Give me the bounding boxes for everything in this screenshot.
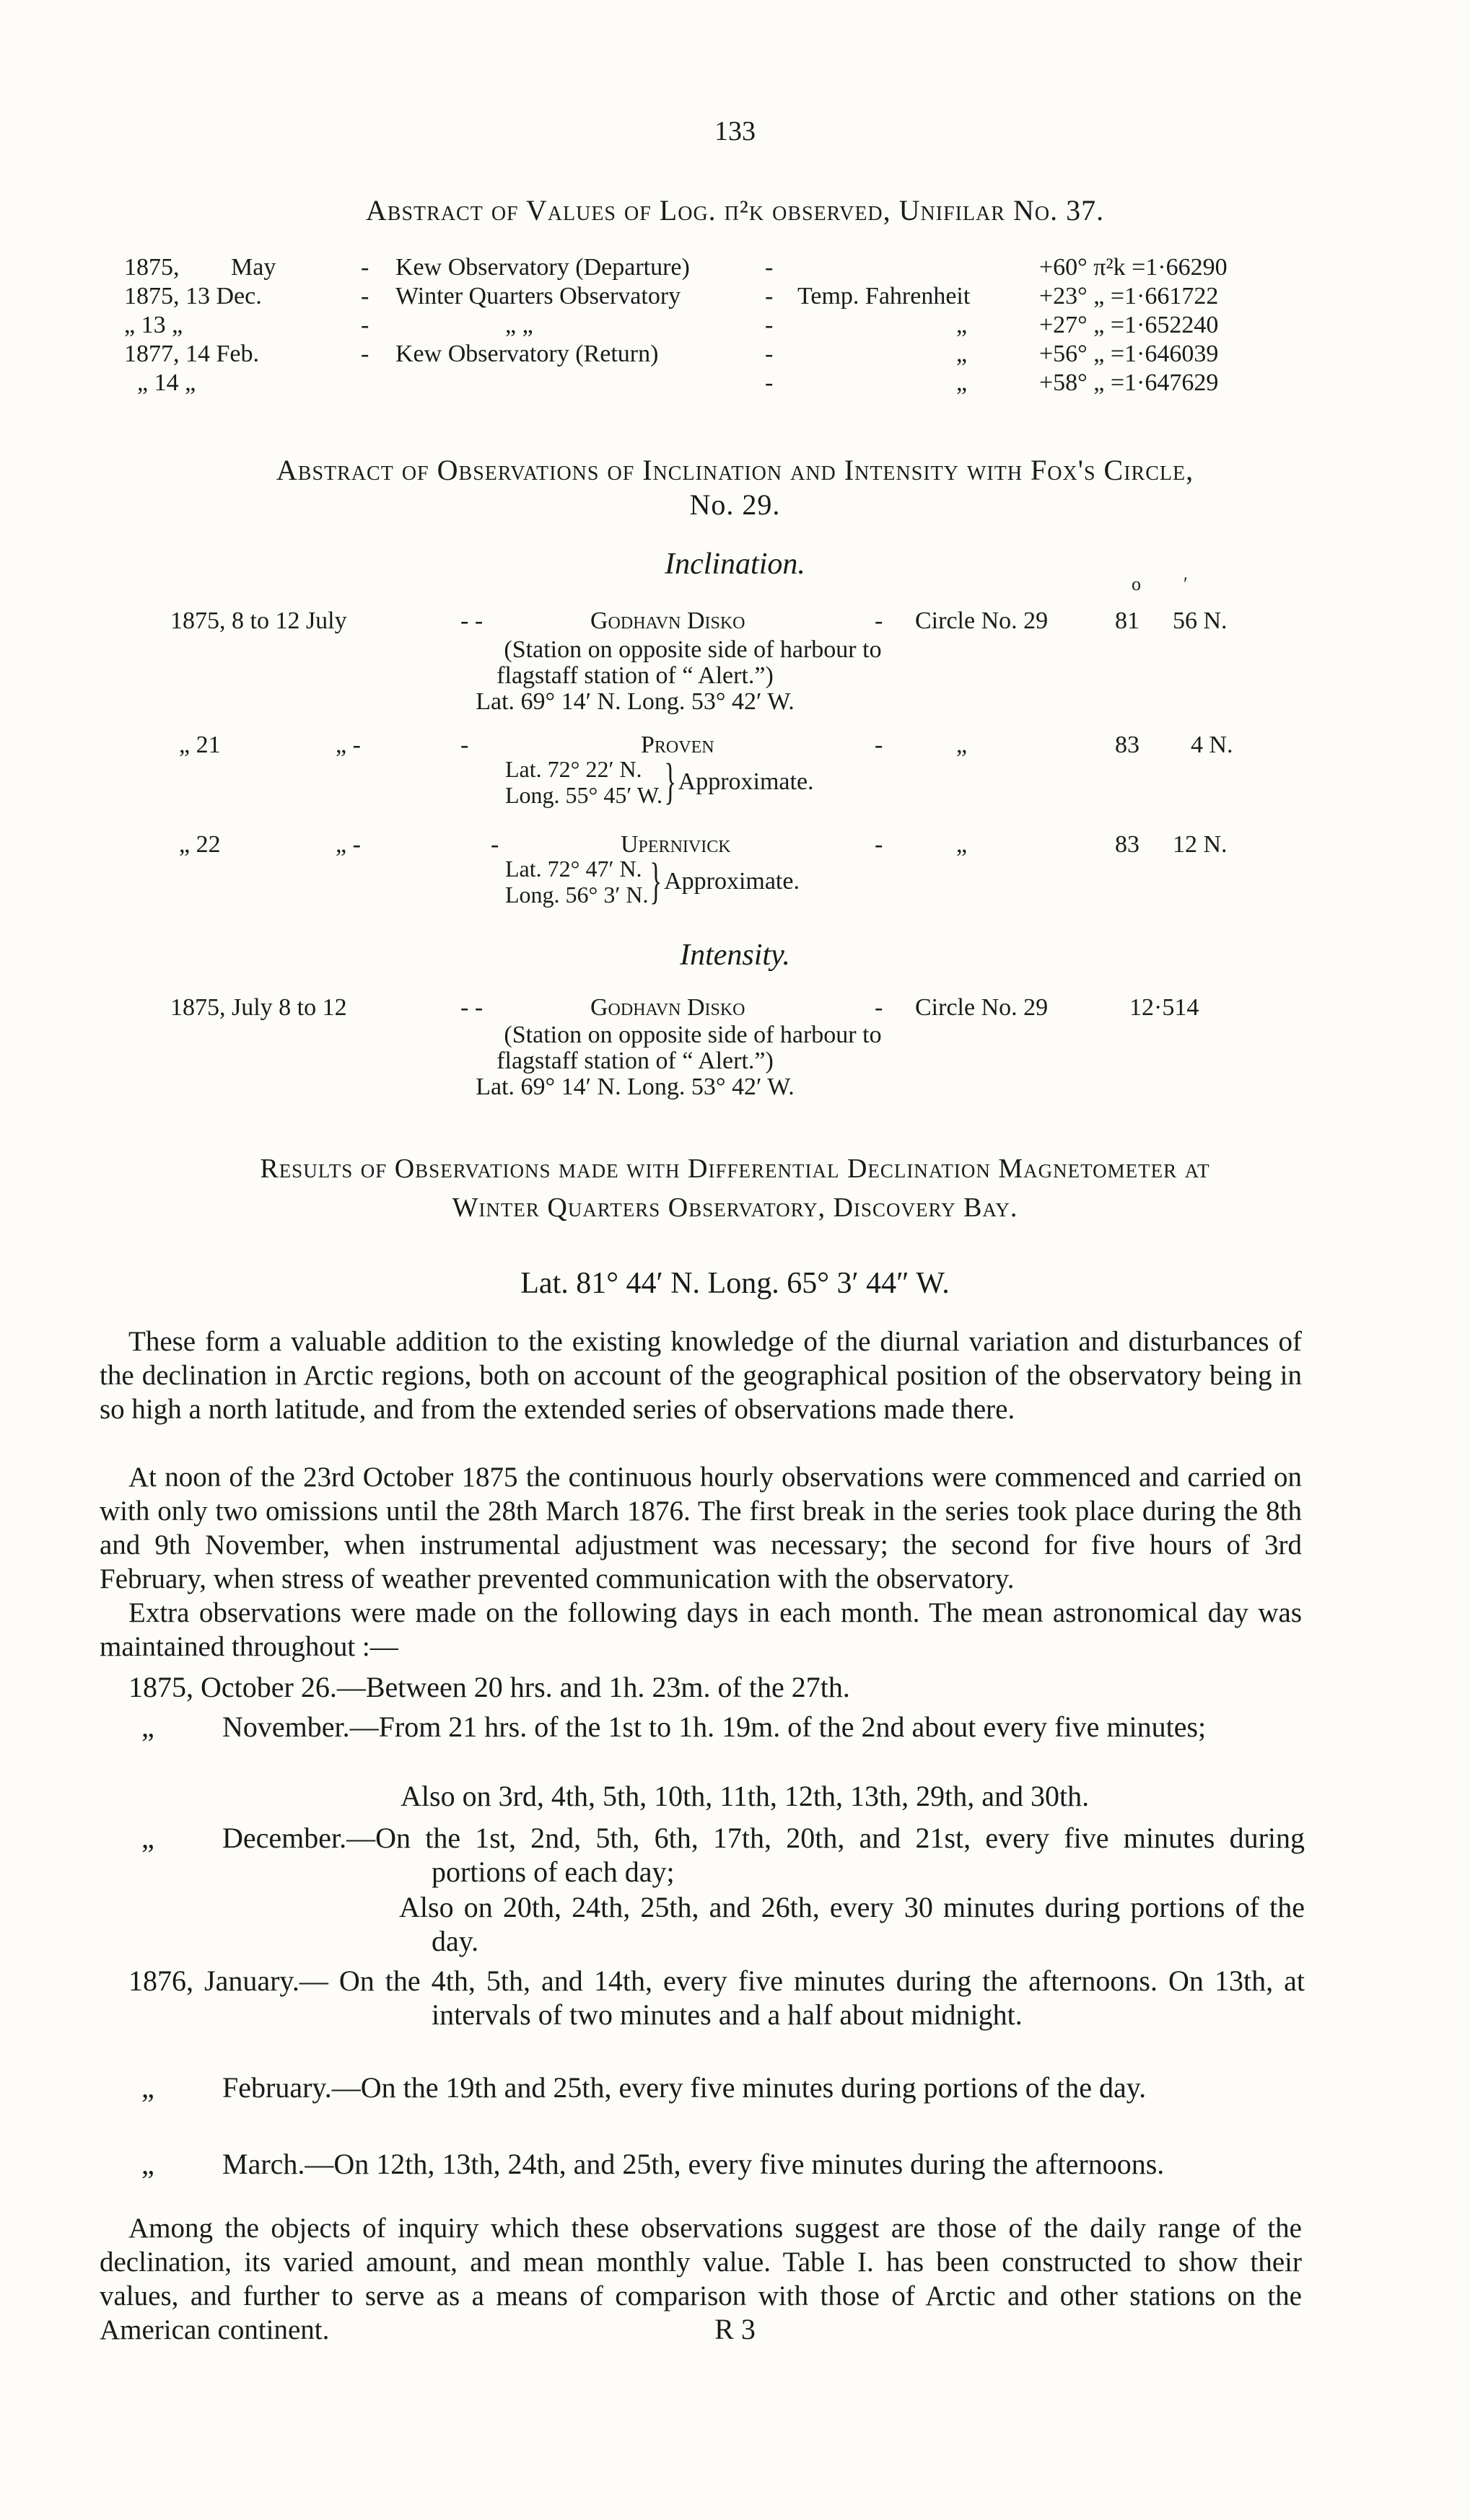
coordinate-lines xyxy=(505,756,662,808)
row-temp: „ xyxy=(956,341,968,367)
longitude-text: Long. 55° 45′ W. xyxy=(505,782,663,808)
ditto-mark: „ xyxy=(141,2071,154,2104)
ditto-mark: „ - xyxy=(336,831,361,858)
degree-symbol: o xyxy=(1132,574,1141,594)
signature-mark: R 3 xyxy=(714,2313,756,2345)
latitude-text: Lat. 72° 22′ N. xyxy=(505,756,642,782)
inclination-degrees: 83 xyxy=(1115,831,1139,858)
longitude-text: Long. 56° 3′ N. xyxy=(505,882,649,908)
inclination-dash: - xyxy=(875,607,883,634)
station-name: Godhavn Disko xyxy=(590,994,745,1021)
page-number: 133 xyxy=(714,116,756,146)
inclination-minutes: 4 N. xyxy=(1191,732,1233,758)
row-dash: - xyxy=(765,254,774,281)
abstract-log-row xyxy=(0,341,1470,369)
inclination-dashes: - xyxy=(460,732,469,758)
brace-icon: } xyxy=(649,853,662,909)
row-dash: - xyxy=(361,312,369,338)
ditto-mark: „ xyxy=(141,1711,154,1743)
row-temp: „ xyxy=(956,312,968,338)
row-dash: - xyxy=(765,341,774,367)
row-place: „ „ xyxy=(505,312,533,338)
results-title: Results of Observations made with Differential Declination Magnetometer at xyxy=(260,1154,1210,1184)
station-name: Godhavn Disko xyxy=(590,607,745,634)
row-date: „ 13 „ xyxy=(124,312,183,338)
row-value: +60° π²k =1·66290 xyxy=(1039,254,1228,281)
intensity-dashes: - - xyxy=(460,994,484,1021)
row-date: 1877, 14 Feb. xyxy=(124,341,259,367)
inclination-degrees: 83 xyxy=(1115,732,1139,758)
approximate-label: Approximate. xyxy=(664,868,800,895)
intensity-heading: Intensity. xyxy=(680,939,790,972)
station-note: (Station on opposite side of harbour to xyxy=(504,1022,882,1048)
row-place: Kew Observatory (Return) xyxy=(395,341,659,367)
circle-number: Circle No. 29 xyxy=(915,994,1049,1021)
inclination-heading: Inclination. xyxy=(665,548,805,581)
row-place: Winter Quarters Observatory xyxy=(395,283,681,309)
observation-entry: February.—On the 19th and 25th, every five minutes during portions of the day. xyxy=(222,2071,1147,2104)
closing-paragraph: Among the objects of inquiry which these observations suggest are those of the daily range of the declination, its varied amount, and mean monthly value. Table I. has been constructed to show their values, and further to serve as a means of comparison with those of Arctic and other stations on the American continent. xyxy=(100,2213,1302,2345)
intensity-dash: - xyxy=(875,994,883,1021)
inclination-date: „ 22 xyxy=(179,831,221,858)
observation-entry-also: Also on 20th, 24th, 25th, and 26th, every 30 minutes during portions of the day. xyxy=(399,1891,1305,1957)
intensity-date: 1875, July 8 to 12 xyxy=(170,994,347,1021)
station-note: Lat. 69° 14′ N. Long. 53° 42′ W. xyxy=(476,688,795,715)
observatory-coordinates: Lat. 81° 44′ N. Long. 65° 3′ 44″ W. xyxy=(520,1267,950,1300)
inclination-date: „ 21 xyxy=(179,732,221,758)
row-temp: Temp. Fahrenheit xyxy=(797,283,971,309)
paragraph: At noon of the 23rd October 1875 the continuous hourly observations were commenced and carried on with only two omissions until the 28th March 1876. The first break in the series took place during the 8th and 9th November, when instrumental adjustment was necessary; the second for five hours of 3rd February, when stress of weather prevented communication with the observatory. xyxy=(100,1462,1302,1594)
row-date-month: May xyxy=(231,254,276,281)
abstract-log-row xyxy=(0,283,1470,312)
row-value: +27° „ =1·652240 xyxy=(1039,312,1219,338)
abstract-log-title: Abstract of Values of Log. π²k observed, Unifilar No. 37. xyxy=(365,194,1105,227)
results-subtitle: Winter Quarters Observatory, Discovery Bay. xyxy=(452,1193,1018,1223)
circle-number: Circle No. 29 xyxy=(915,607,1049,634)
row-temp: „ xyxy=(956,369,968,396)
station-name: Proven xyxy=(641,732,714,758)
station-name: Upernivick xyxy=(621,831,731,858)
coordinate-lines xyxy=(505,856,648,908)
minute-symbol: ′ xyxy=(1184,574,1188,594)
row-dash: - xyxy=(765,369,774,396)
observation-entry: March.—On 12th, 13th, 24th, and 25th, every five minutes during the afternoons. xyxy=(222,2148,1165,2180)
approximate-coordinates xyxy=(505,756,814,808)
ditto-mark: „ - xyxy=(336,732,361,758)
station-note: flagstaff station of “ Alert.”) xyxy=(496,662,774,689)
row-dash: - xyxy=(765,283,774,309)
approximate-label: Approximate. xyxy=(678,768,814,795)
observation-entry: 1876, January.— On the 4th, 5th, and 14th, every five minutes during the afternoons. On 13th, at intervals of two minutes and a half about midnight. xyxy=(128,1964,1305,2031)
observation-entry: December.—On the 1st, 2nd, 5th, 6th, 17th, 20th, and 21st, every five minutes during portions of each day; xyxy=(222,1822,1305,1888)
approximate-coordinates xyxy=(505,853,800,909)
inclination-dash: - xyxy=(875,732,883,758)
inclination-date: 1875, 8 to 12 July xyxy=(170,607,347,634)
observation-entry-also: Also on 3rd, 4th, 5th, 10th, 11th, 12th, 13th, 29th, and 30th. xyxy=(401,1780,1090,1812)
abstract-log-row xyxy=(0,254,1470,283)
ditto-mark: „ xyxy=(141,1822,154,1854)
paragraph: Extra observations were made on the following days in each month. The mean astronomical day was maintained throughout :— xyxy=(100,1597,1302,1662)
abstract-log-row xyxy=(0,312,1470,341)
ditto-mark: „ xyxy=(956,732,968,758)
row-dash: - xyxy=(361,254,369,281)
inclination-degrees: 81 xyxy=(1115,607,1139,634)
inclination-minutes: 56 N. xyxy=(1173,607,1228,634)
row-value: +56° „ =1·646039 xyxy=(1039,341,1219,367)
intensity-value: 12·514 xyxy=(1129,994,1199,1021)
station-note: flagstaff station of “ Alert.”) xyxy=(496,1048,774,1074)
latitude-text: Lat. 72° 47′ N. xyxy=(505,856,642,882)
row-date: 1875, xyxy=(124,254,180,281)
inclination-dashes: - - xyxy=(460,607,484,634)
paragraph: These form a valuable addition to the existing knowledge of the diurnal variation and disturbances of the declination in Arctic regions, both on account of the geographical position of the observatory being in so high a north latitude, and from the extended series of observations made there. xyxy=(100,1326,1302,1425)
observation-entry: November.—From 21 hrs. of the 1st to 1h. 19m. of the 2nd about every five minutes; xyxy=(222,1711,1207,1743)
inclination-dashes: - xyxy=(491,831,499,858)
fox-circle-title: Abstract of Observations of Inclination and Intensity with Fox's Circle, xyxy=(276,454,1194,486)
row-dash: - xyxy=(361,341,369,367)
row-date: „ 14 „ xyxy=(137,369,196,396)
inclination-minutes: 12 N. xyxy=(1173,831,1228,858)
row-dash: - xyxy=(765,312,774,338)
inclination-dash: - xyxy=(875,831,883,858)
station-note: Lat. 69° 14′ N. Long. 53° 42′ W. xyxy=(476,1074,795,1100)
row-value: +23° „ =1·661722 xyxy=(1039,283,1219,309)
brace-icon: } xyxy=(664,754,677,809)
abstract-log-row xyxy=(0,369,1470,398)
row-value: +58° „ =1·647629 xyxy=(1039,369,1219,396)
row-dash: - xyxy=(361,283,369,309)
ditto-mark: „ xyxy=(141,2148,154,2180)
observation-entry: 1875, October 26.—Between 20 hrs. and 1h. 23m. of the 27th. xyxy=(128,1671,850,1703)
row-place: Kew Observatory (Departure) xyxy=(395,254,690,281)
row-date: 1875, 13 Dec. xyxy=(124,283,262,309)
ditto-mark: „ xyxy=(956,831,968,858)
station-note: (Station on opposite side of harbour to xyxy=(504,636,882,663)
fox-circle-subtitle: No. 29. xyxy=(689,488,781,521)
